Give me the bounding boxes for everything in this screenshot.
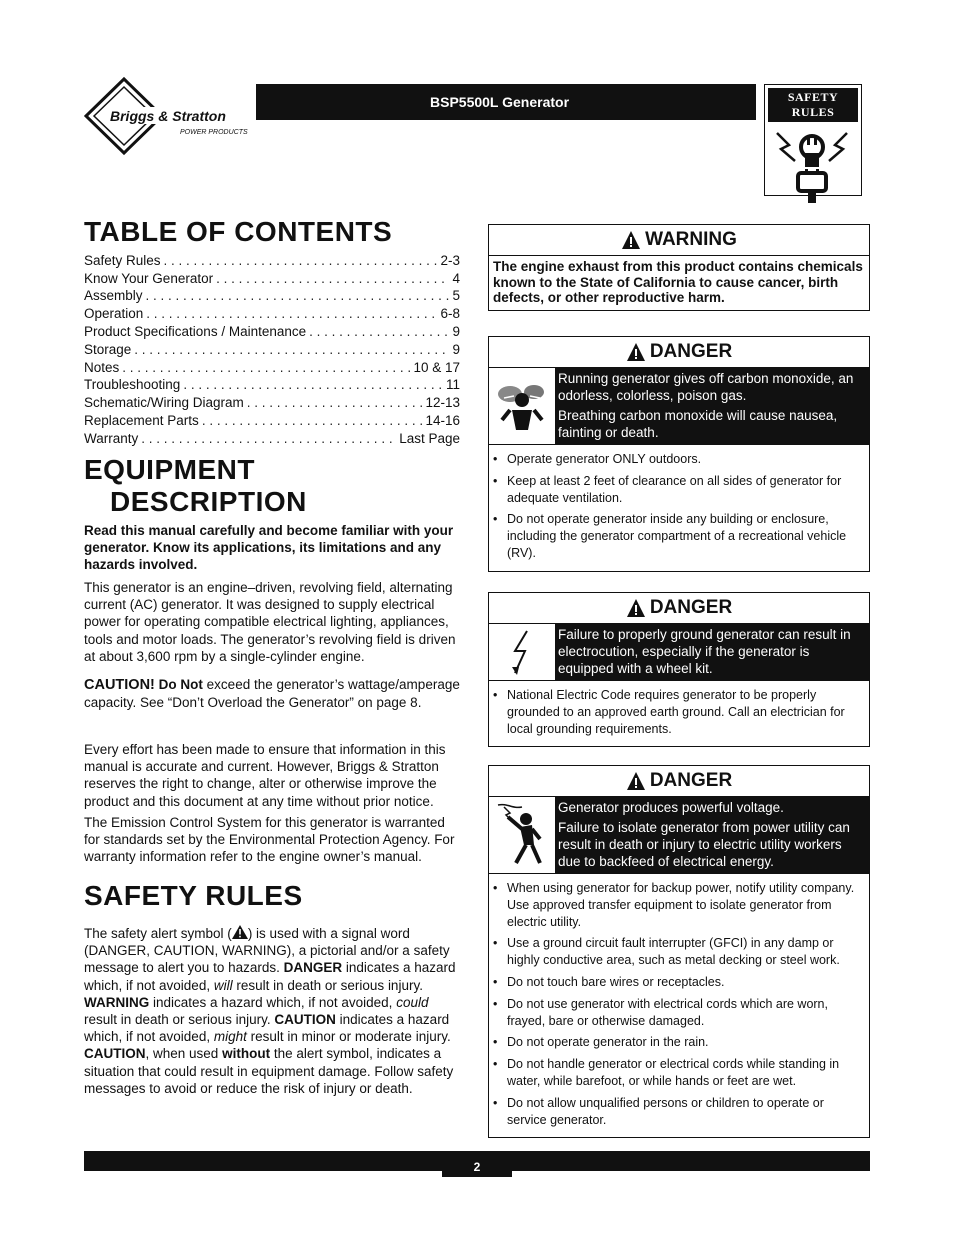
toc-entry: [84, 303, 460, 321]
equipment-paragraph-1: This generator is an engine–driven, revolving field, alternating current (AC) generator. It was designed to supply electrical power for operating compatible electrical lighting, appliances, tools and motor loads. The generator’s revolving field is driven at about 3,600 rpm by a single-cylinder engine.: [84, 580, 456, 664]
toc-entry-label: Warranty: [84, 430, 139, 446]
equipment-heading-line1: EQUIPMENT: [84, 454, 255, 485]
toc-leader-dots: [309, 324, 449, 339]
toc-entry: [84, 428, 460, 446]
toc-entry-page: 9: [452, 323, 460, 339]
warning-box: [488, 224, 870, 311]
toc-entry: [84, 286, 460, 304]
equipment-paragraph-3: Every effort has been made to ensure that information in this manual is accurate and current. However, Briggs & Stratton reserves the right to change, alter or otherwise improve the product and this document at any time without prior notice.: [84, 742, 446, 809]
equipment-heading: [84, 454, 307, 518]
safety-text-2: ) is used with a signal word (DANGER, CAUTION, WARNING), a pictorial and/or a safety message to alert you to hazards.: [84, 926, 450, 976]
danger-bullet-item: • Do not operate generator inside any building or enclosure, including the generator compartment of a recreational vehicle (RV).: [507, 511, 863, 561]
toc-entry-label: Know Your Generator: [84, 270, 214, 286]
word-could: could: [396, 994, 429, 1010]
alert-triangle-icon: [626, 342, 646, 362]
safety-text-4: result in death or serious injury.: [236, 977, 423, 993]
danger-box-title: DANGER: [649, 341, 733, 362]
safety-text-8: result in minor or moderate injury.: [250, 1029, 451, 1045]
danger-box-title: DANGER: [649, 597, 733, 618]
logo-brand-text: Briggs & Stratton: [110, 108, 226, 124]
alert-triangle-icon: [232, 925, 248, 939]
danger-bullet-item: • Use a ground circuit fault interrupter (GFCI) in any damp or highly conductive area, such as metal decking or steel work.: [507, 935, 863, 969]
toc-leader-dots: [134, 342, 449, 357]
safety-text-7: indicates a hazard which, if not avoided,: [84, 1012, 450, 1045]
toc-leader-dots: [146, 306, 437, 321]
briggs-stratton-logo: [84, 76, 256, 156]
danger-box-header: [489, 593, 869, 624]
electrocution-icon: [489, 797, 556, 873]
toc-entry-page: 2-3: [440, 252, 460, 268]
signal-caution: CAUTION: [274, 1012, 336, 1028]
danger-message-2: Failure to isolate generator from power utility can result in death or injury to electric utility workers due to backfeed of electrical energy.: [558, 820, 850, 869]
equipment-intro: Read this manual carefully and become familiar with your generator. Know its applications, its limitations and any hazards involved.: [84, 523, 454, 573]
alert-triangle-icon: [626, 771, 646, 791]
toc-leader-dots: [141, 431, 396, 446]
toc-entry-label: Replacement Parts: [84, 412, 199, 428]
word-might: might: [213, 1029, 247, 1045]
safety-rules-heading: SAFETY RULES: [84, 880, 303, 911]
toc-entry-label: Schematic/Wiring Diagram: [84, 395, 244, 411]
alert-triangle-icon: [626, 598, 646, 618]
toc-entry: [84, 250, 460, 268]
toc-entry: [84, 375, 460, 393]
danger-box-grounding: [488, 592, 870, 747]
danger-message: [556, 368, 869, 444]
toc-entry: [84, 339, 460, 357]
danger-bullets: [489, 874, 869, 1137]
danger-bullet-item: • Do not allow unqualified persons or children to operate or service generator.: [507, 1095, 863, 1129]
signal-warning: WARNING: [84, 994, 150, 1010]
danger-bullet-item: • Do not handle generator or electrical cords while standing in water, while barefoot, or while hands or feet are wet.: [507, 1056, 863, 1090]
warning-box-header: [489, 225, 869, 256]
toc-entry-label: Product Specifications / Maintenance: [84, 323, 307, 339]
toc-entry-label: Safety Rules: [84, 252, 161, 268]
toc-entry-page: Last Page: [399, 430, 460, 446]
safety-rules-paragraph: [84, 925, 464, 1097]
toc-leader-dots: [216, 271, 449, 286]
safety-text-10: the alert symbol, indicates a situation that could result in equipment damage. Follow safety messages to avoid or reduce the risk of injury or death.: [84, 1046, 454, 1096]
equipment-heading-line2: DESCRIPTION: [110, 486, 307, 518]
danger-box-carbon-monoxide: [488, 336, 870, 572]
danger-message-1: Generator produces powerful voltage.: [558, 800, 784, 815]
danger-message-row: [489, 624, 869, 681]
toc-entry: [84, 268, 460, 286]
safety-text-3: indicates a hazard which, if not avoided,: [84, 960, 456, 993]
safety-text-1: The safety alert symbol (: [84, 926, 232, 941]
caution-paragraph: [84, 676, 464, 711]
toc-heading: TABLE OF CONTENTS: [84, 216, 393, 247]
toc-entry-page: 10 & 17: [413, 359, 460, 375]
plug-shock-icon: [765, 125, 859, 205]
signal-danger: DANGER: [283, 960, 343, 976]
warning-box-title: WARNING: [645, 229, 737, 250]
caution-donot: Do Not: [158, 677, 203, 692]
toc-leader-dots: [183, 377, 443, 392]
danger-box-voltage: [488, 765, 870, 1138]
danger-bullets: [489, 681, 869, 746]
safety-text-6: result in death or serious injury.: [84, 1012, 271, 1028]
toc-entry: [84, 392, 460, 410]
danger-message-1: Failure to properly ground generator can result in electrocution, especially if the generator is equipped with a wheel kit.: [558, 627, 851, 676]
document-title-bar: [256, 84, 756, 120]
toc-entry-label: Troubleshooting: [84, 377, 181, 393]
toc-entry: [84, 321, 460, 339]
danger-message-row: [489, 797, 869, 874]
danger-box-header: [489, 337, 869, 368]
caution-label: CAUTION!: [84, 677, 155, 693]
danger-box-header: [489, 766, 869, 797]
danger-bullet-item: • National Electric Code requires generator to be properly grounded to an approved earth ground. Call an electrician for local grounding requirements.: [507, 687, 863, 737]
toc-entry-page: 6-8: [440, 306, 460, 322]
toc-entry-label: Assembly: [84, 288, 143, 304]
toc-entry-label: Notes: [84, 359, 120, 375]
caution-text: exceed the generator’s wattage/amperage capacity. See “Don’t Overload the Generator” on page 8.: [84, 677, 460, 711]
toc-leader-dots: [202, 413, 423, 428]
safety-rules-badge: [764, 84, 862, 196]
toc-entry-page: 11: [445, 377, 460, 393]
danger-message-row: [489, 368, 869, 445]
danger-bullet-item: • Do not use generator with electrical cords which are worn, frayed, bare or otherwise damaged.: [507, 996, 863, 1030]
page-number: 2: [442, 1157, 512, 1177]
danger-bullet-item: • Do not touch bare wires or receptacles.: [507, 974, 863, 991]
toc-leader-dots: [164, 253, 438, 268]
lightning-bolt-icon: [489, 624, 556, 680]
toc-leader-dots: [146, 288, 450, 303]
safety-text-9: , when used: [145, 1046, 219, 1062]
toc-entry: [84, 357, 460, 375]
toc-leader-dots: [122, 360, 410, 375]
toc-entry-page: 5: [452, 288, 460, 304]
safety-text-5: indicates a hazard which, if not avoided,: [153, 994, 393, 1010]
toc-entry-page: 4: [452, 270, 460, 286]
toc-entry-page: 12-13: [425, 395, 460, 411]
toxic-fumes-icon: [489, 368, 556, 444]
toc-entry: [84, 410, 460, 428]
danger-bullet-item: • Operate generator ONLY outdoors.: [507, 451, 863, 468]
danger-message: [556, 624, 869, 680]
badge-label: SAFETY RULES: [768, 88, 858, 122]
danger-message: [556, 797, 869, 873]
toc-leader-dots: [247, 395, 423, 410]
equipment-paragraph-4: The Emission Control System for this generator is warranted for standards set by the Environmental Protection Agency. For warranty information refer to the engine owner’s manual.: [84, 815, 455, 865]
danger-bullets: [489, 445, 869, 571]
danger-bullet-item: • Keep at least 2 feet of clearance on all sides of generator for adequate ventilation.: [507, 473, 863, 507]
document-title: BSP5500L Generator: [430, 94, 570, 110]
table-of-contents: [84, 250, 460, 446]
toc-entry-page: 14-16: [425, 412, 460, 428]
danger-message-2: Breathing carbon monoxide will cause nausea, fainting or death.: [558, 408, 838, 440]
danger-message-1: Running generator gives off carbon monoxide, an odorless, colorless, poison gas.: [558, 371, 854, 403]
toc-entry-page: 9: [452, 341, 460, 357]
toc-entry-label: Storage: [84, 341, 132, 357]
danger-bullet-item: • Do not operate generator in the rain.: [507, 1034, 863, 1051]
word-will: will: [213, 977, 233, 993]
signal-caution-2: CAUTION: [84, 1046, 146, 1062]
warning-box-body: The engine exhaust from this product contains chemicals known to the State of California to cause cancer, birth defects, or other reproductive harm.: [493, 259, 863, 305]
word-without: without: [222, 1046, 271, 1062]
danger-box-title: DANGER: [649, 770, 733, 791]
toc-entry-label: Operation: [84, 306, 144, 322]
alert-triangle-icon: [621, 230, 641, 250]
danger-bullet-item: • When using generator for backup power, notify utility company. Use approved transfer equipment to isolate generator from electric utility.: [507, 880, 863, 930]
logo-sub-text: POWER PRODUCTS: [180, 129, 248, 136]
